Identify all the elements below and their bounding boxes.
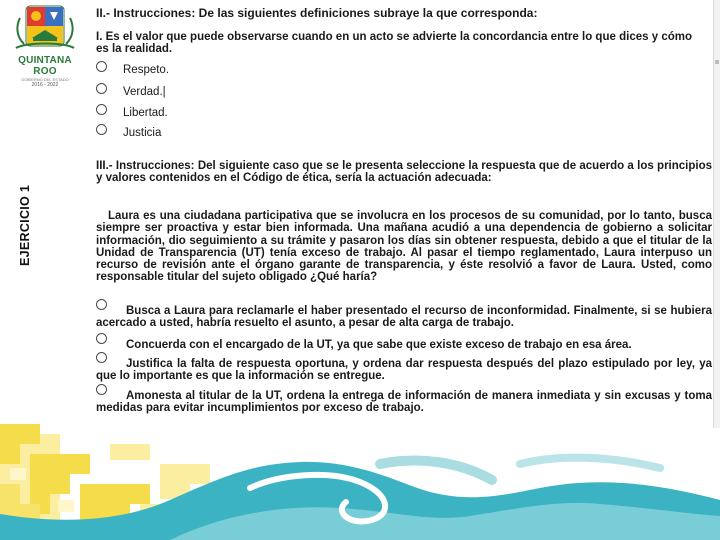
answer-text: Justifica la falta de respuesta oportuna, y ordena dar respuesta después del plazo estipulado por ley, ya que lo importante es que la información se entregue. <box>96 358 712 383</box>
radio-button[interactable] <box>96 124 107 135</box>
case-story: Laura es una ciudadana participativa que se involucra en los procesos de su comunidad, por lo tanto, busca siempre ser proactiva y estar bien informada. Una mañana acudió a una dependencia de gobierno a solicitar información, dio seguimiento a su trámite y pasaron los días sin obtener respuesta, debido a que el titular de la Unidad de Transparencia (UT) tenía exceso de trabajo. Al pasar el tiempo reglamentado, Laura interpuso un recurso de revisión ante el órgano garante de transparencia, y éste resolvió a favor de Laura. Usted, como responsable titular del sujeto obligado ¿Qué haría? <box>96 210 712 284</box>
scroll-arrow-icon[interactable] <box>715 60 719 64</box>
option-justicia[interactable] <box>96 127 161 143</box>
answer-text: Amonesta al titular de la UT, ordena la entrega de información de manera inmediata y sin excusas y toma medidas para evitar incumplimientos por exceso de trabajo. <box>96 390 712 415</box>
option-respeto[interactable] <box>96 64 169 80</box>
logo-period: 2016 - 2022 <box>31 82 59 88</box>
section2-question: I. Es el valor que puede observarse cuando en un acto se advierte la concordancia entre lo que dices y cómo es la realidad. <box>96 31 692 56</box>
radio-button[interactable] <box>96 333 107 344</box>
logo-name: QUINTANA ROO <box>18 55 72 77</box>
answer-text: Concuerda con el encargado de la UT, ya que sabe que existe exceso de trabajo en esa área. <box>126 339 632 351</box>
radio-button[interactable] <box>96 299 107 310</box>
answer-option-1[interactable] <box>96 305 712 330</box>
radio-button[interactable] <box>96 83 107 94</box>
vertical-scrollbar[interactable] <box>713 0 720 428</box>
answer-option-2[interactable] <box>96 339 712 351</box>
radio-button[interactable] <box>96 61 107 72</box>
radio-button[interactable] <box>96 384 107 395</box>
option-label: Libertad. <box>123 107 168 119</box>
coat-of-arms-icon <box>6 4 84 54</box>
option-verdad[interactable] <box>96 86 166 102</box>
radio-button[interactable] <box>96 352 107 363</box>
answer-option-4[interactable] <box>96 390 712 415</box>
radio-button[interactable] <box>96 104 107 115</box>
option-label: Justicia <box>123 127 162 139</box>
logo-subtitle: GOBIERNO DEL ESTADO <box>21 77 69 82</box>
answer-text: Busca a Laura para reclamarle el haber presentado el recurso de inconformidad. Finalmente, si se hubiera acercado a usted, habría resuelto el asunto, a pesar de alta carga de trabajo. <box>96 305 712 330</box>
exercise-label: EJERCICIO 1 <box>18 184 32 266</box>
section2-instruction: II.- Instrucciones: De las siguientes definiciones subraye la que corresponda: <box>96 6 538 20</box>
option-label: Verdad.| <box>123 86 166 98</box>
quintana-roo-logo <box>6 4 84 88</box>
section3-instruction: III.- Instrucciones: Del siguiente caso que se le presenta seleccione la respuesta que de acuerdo a los principios y valores contenidos en el Código de ética, sería la actuación adecuada: <box>96 160 712 185</box>
answer-option-3[interactable] <box>96 358 712 383</box>
option-libertad[interactable] <box>96 107 168 123</box>
option-label: Respeto. <box>123 64 170 76</box>
